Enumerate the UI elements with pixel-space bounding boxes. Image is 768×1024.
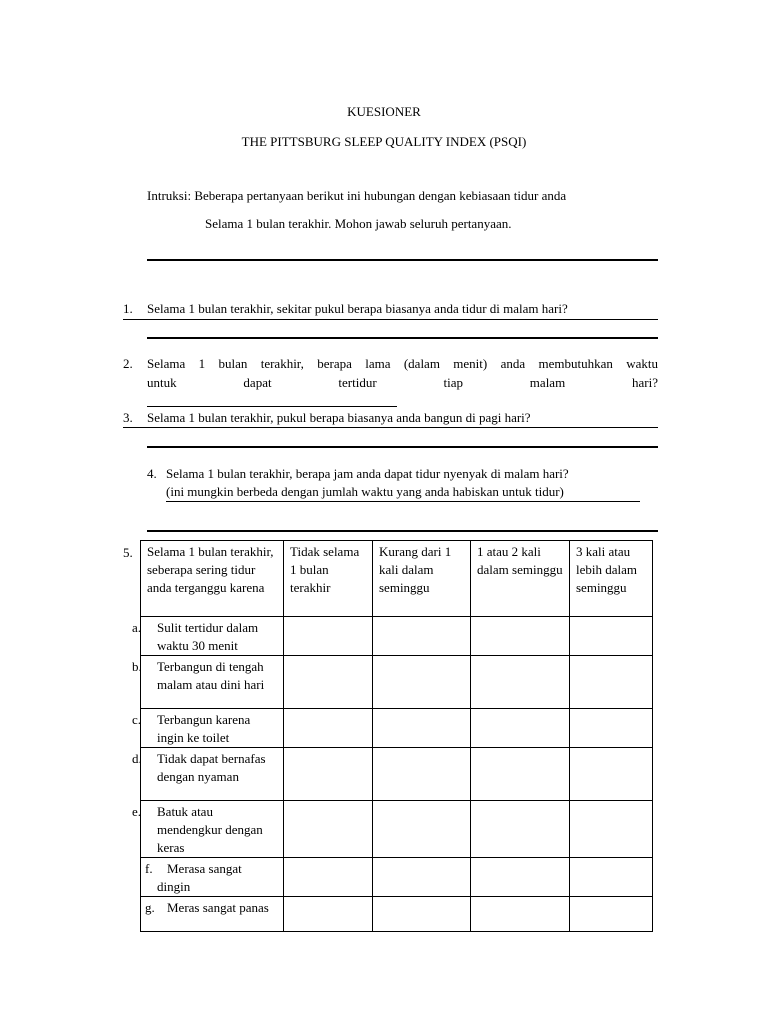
question-5-table xyxy=(132,540,653,932)
answer-cell[interactable] xyxy=(284,897,373,932)
header-cell: Selama 1 bulan terakhir, seberapa sering tidur anda terganggu karena xyxy=(141,541,284,617)
answer-cell[interactable] xyxy=(373,858,471,897)
answer-cell[interactable] xyxy=(471,858,570,897)
answer-cell[interactable] xyxy=(471,897,570,932)
answer-cell[interactable] xyxy=(471,709,570,748)
answer-cell[interactable] xyxy=(284,617,373,656)
answer-cell[interactable] xyxy=(284,858,373,897)
instruction-text-1: Beberapa pertanyaan berikut ini hubungan dengan kebiasaan tidur anda xyxy=(194,188,567,203)
page-title: KUESIONER xyxy=(347,104,421,119)
question-4-number: 4. xyxy=(147,466,157,481)
answer-cell[interactable] xyxy=(471,748,570,801)
page-subtitle: THE PITTSBURG SLEEP QUALITY INDEX (PSQI) xyxy=(241,134,527,149)
answer-cell[interactable] xyxy=(284,709,373,748)
table-row xyxy=(141,897,653,932)
item-text: Batuk atau mendengkur dengan keras xyxy=(157,804,263,855)
table-header-row xyxy=(141,541,653,617)
table-row xyxy=(141,858,653,897)
instruction-label: Intruksi: xyxy=(147,188,192,203)
answer-cell[interactable] xyxy=(373,617,471,656)
answer-cell[interactable] xyxy=(570,858,653,897)
item-text: Merasa sangat dingin xyxy=(157,861,242,894)
answer-cell[interactable] xyxy=(570,617,653,656)
answer-cell[interactable] xyxy=(570,801,653,858)
instruction-line-1 xyxy=(147,188,566,204)
question-4-text-line-2: (ini mungkin berbeda dengan jumlah waktu yang anda habiskan untuk tidur) xyxy=(166,484,564,499)
question-1-answer-line[interactable] xyxy=(147,337,658,339)
question-3-number: 3. xyxy=(123,410,133,425)
item-label-cell xyxy=(141,897,284,932)
item-text: Tidak dapat bernafas dengan nyaman xyxy=(157,751,266,784)
question-1-underline xyxy=(123,319,658,320)
table-row xyxy=(141,709,653,748)
answer-cell[interactable] xyxy=(570,656,653,709)
item-text: Terbangun karena ingin ke toilet xyxy=(157,712,251,745)
question-2-text-line-2: untuk dapat tertidur tiap malam hari? xyxy=(147,375,658,390)
item-label-cell xyxy=(132,656,284,709)
answer-cell[interactable] xyxy=(570,748,653,801)
answer-cell[interactable] xyxy=(471,801,570,858)
answer-cell[interactable] xyxy=(373,748,471,801)
item-label-cell xyxy=(132,801,284,858)
answer-cell[interactable] xyxy=(570,897,653,932)
answer-cell[interactable] xyxy=(373,709,471,748)
question-4-underline xyxy=(166,501,640,502)
table-row xyxy=(141,617,653,656)
question-2-answer-line[interactable] xyxy=(147,406,397,407)
item-text: Terbangun di tengah malam atau dini hari xyxy=(157,659,265,692)
item-label-cell xyxy=(132,748,284,801)
question-1-number: 1. xyxy=(123,301,133,316)
header-cell: 3 kali atau lebih dalam seminggu xyxy=(570,541,653,617)
question-3-answer-line[interactable] xyxy=(147,446,658,448)
table-row xyxy=(141,748,653,801)
table-row xyxy=(141,656,653,709)
item-label-cell xyxy=(132,709,284,748)
item-letter: f. xyxy=(145,861,153,876)
answer-cell[interactable] xyxy=(570,709,653,748)
question-3-underline xyxy=(123,427,658,428)
item-label-cell xyxy=(141,858,284,897)
answer-cell[interactable] xyxy=(373,656,471,709)
question-1-text: Selama 1 bulan terakhir, sekitar pukul berapa biasanya anda tidur di malam hari? xyxy=(147,301,568,316)
header-cell: Tidak selama 1 bulan terakhir xyxy=(284,541,373,617)
header-cell: 1 atau 2 kali dalam seminggu xyxy=(471,541,570,617)
answer-cell[interactable] xyxy=(284,748,373,801)
item-letter: e. xyxy=(132,804,142,819)
item-text: Sulit tertidur dalam waktu 30 menit xyxy=(157,620,259,653)
question-2-text-line-1: Selama 1 bulan terakhir, berapa lama (dalam menit) anda membutuhkan waktu xyxy=(147,356,658,371)
item-letter: g. xyxy=(145,900,155,915)
answer-cell[interactable] xyxy=(284,801,373,858)
item-text: Meras sangat panas xyxy=(167,900,269,915)
question-4-text-line-1: Selama 1 bulan terakhir, berapa jam anda dapat tidur nyenyak di malam hari? xyxy=(166,466,569,481)
question-4-answer-line[interactable] xyxy=(147,530,658,532)
instruction-line-2: Selama 1 bulan terakhir. Mohon jawab seluruh pertanyaan. xyxy=(205,216,512,231)
item-letter: b. xyxy=(132,659,142,674)
divider xyxy=(147,259,658,261)
answer-cell[interactable] xyxy=(373,897,471,932)
item-letter: d. xyxy=(132,751,142,766)
answer-cell[interactable] xyxy=(471,656,570,709)
question-2-number: 2. xyxy=(123,356,133,371)
header-cell: Kurang dari 1 kali dalam seminggu xyxy=(373,541,471,617)
answer-cell[interactable] xyxy=(471,617,570,656)
table-row xyxy=(141,801,653,858)
answer-cell[interactable] xyxy=(373,801,471,858)
item-label-cell xyxy=(132,617,284,656)
question-5-number: 5. xyxy=(123,545,133,560)
item-letter: a. xyxy=(132,620,142,635)
item-letter: c. xyxy=(132,712,142,727)
answer-cell[interactable] xyxy=(284,656,373,709)
question-3-text: Selama 1 bulan terakhir, pukul berapa biasanya anda bangun di pagi hari? xyxy=(147,410,531,425)
